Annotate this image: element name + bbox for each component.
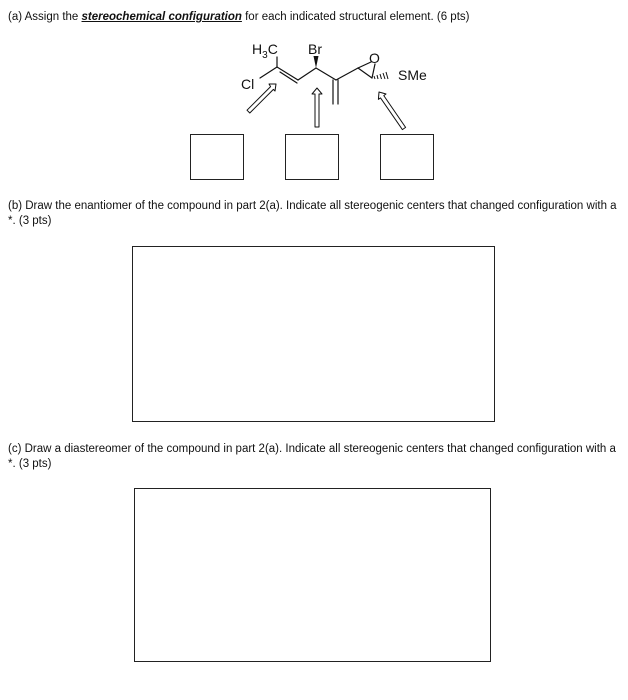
oxygen-label: O <box>369 50 380 66</box>
chain-bond-2 <box>316 68 336 80</box>
drawing-area-enantiomer[interactable] <box>132 246 495 422</box>
bromo-label: Br <box>308 41 322 57</box>
chain-bond-1 <box>298 68 316 80</box>
part-a-label: (a) Assign the <box>8 11 82 23</box>
sme-label: SMe <box>398 67 427 83</box>
alkene-bond <box>277 67 298 80</box>
part-a-rest: for each indicated structural element. (6 pts) <box>241 11 470 23</box>
arrow-up-left-icon <box>378 92 405 130</box>
part-a-emphasis: stereochemical configuration <box>81 11 242 23</box>
arrow-up-icon <box>312 88 322 127</box>
hash-bond <box>374 72 388 79</box>
answer-box-alkene[interactable] <box>190 134 244 180</box>
methyl-label: $H_3C$ <box>252 41 278 61</box>
epoxide-cc-bond <box>358 68 372 78</box>
answer-box-bromo-center[interactable] <box>285 134 339 180</box>
chloro-bond <box>260 67 277 78</box>
wedge-bond <box>314 56 319 68</box>
epoxide-co-bond-2 <box>372 64 375 78</box>
part-b-question: (b) Draw the enantiomer of the compound in part 2(a). Indicate all stereogenic centers that changed configuration with a *. (3 pts) <box>8 200 617 227</box>
part-c-question: (c) Draw a diastereomer of the compound in part 2(a). Indicate all stereogenic centers that changed configuration with a *. (3 pts) <box>8 443 616 470</box>
chloro-label: Cl <box>241 76 255 92</box>
answer-box-epoxide-center[interactable] <box>380 134 434 180</box>
chain-bond-3 <box>336 68 358 80</box>
drawing-area-diastereomer[interactable] <box>134 488 491 662</box>
